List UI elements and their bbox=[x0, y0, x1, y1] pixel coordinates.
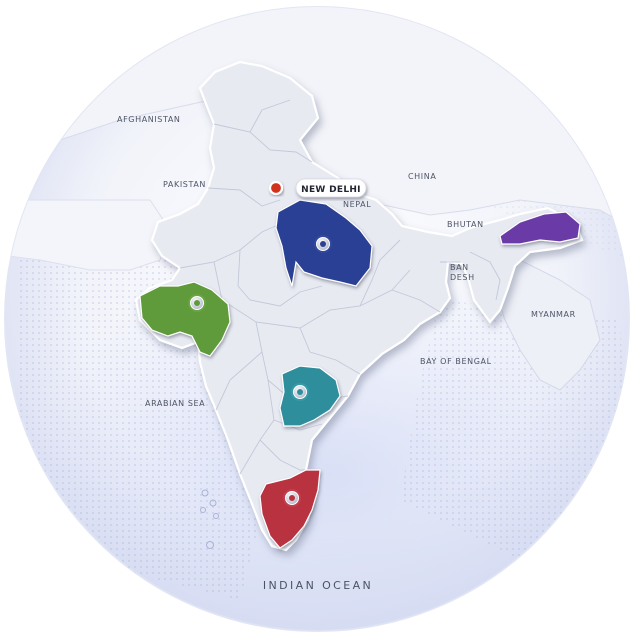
pin-tamil-nadu[interactable] bbox=[283, 489, 301, 507]
label-china: CHINA bbox=[408, 172, 437, 181]
capital-pin[interactable] bbox=[270, 182, 282, 194]
label-arabian-sea: ARABIAN SEA bbox=[145, 399, 206, 408]
label-myanmar: MYANMAR bbox=[531, 310, 576, 319]
label-bangladesh-2: DESH bbox=[450, 273, 475, 282]
pin-gujarat[interactable] bbox=[188, 294, 206, 312]
pin-telangana[interactable] bbox=[291, 383, 309, 401]
label-afghanistan: AFGHANISTAN bbox=[117, 115, 181, 124]
label-bangladesh-1: BAN bbox=[450, 263, 469, 272]
pin-uttar-pradesh[interactable] bbox=[314, 235, 332, 253]
label-nepal: NEPAL bbox=[343, 200, 372, 209]
label-indian-ocean: INDIAN OCEAN bbox=[262, 579, 374, 592]
label-bay-of-bengal: BAY OF BENGAL bbox=[420, 357, 492, 366]
label-bhutan: BHUTAN bbox=[447, 220, 484, 229]
label-pakistan: PAKISTAN bbox=[163, 180, 206, 189]
capital-label: NEW DELHI bbox=[301, 185, 361, 195]
